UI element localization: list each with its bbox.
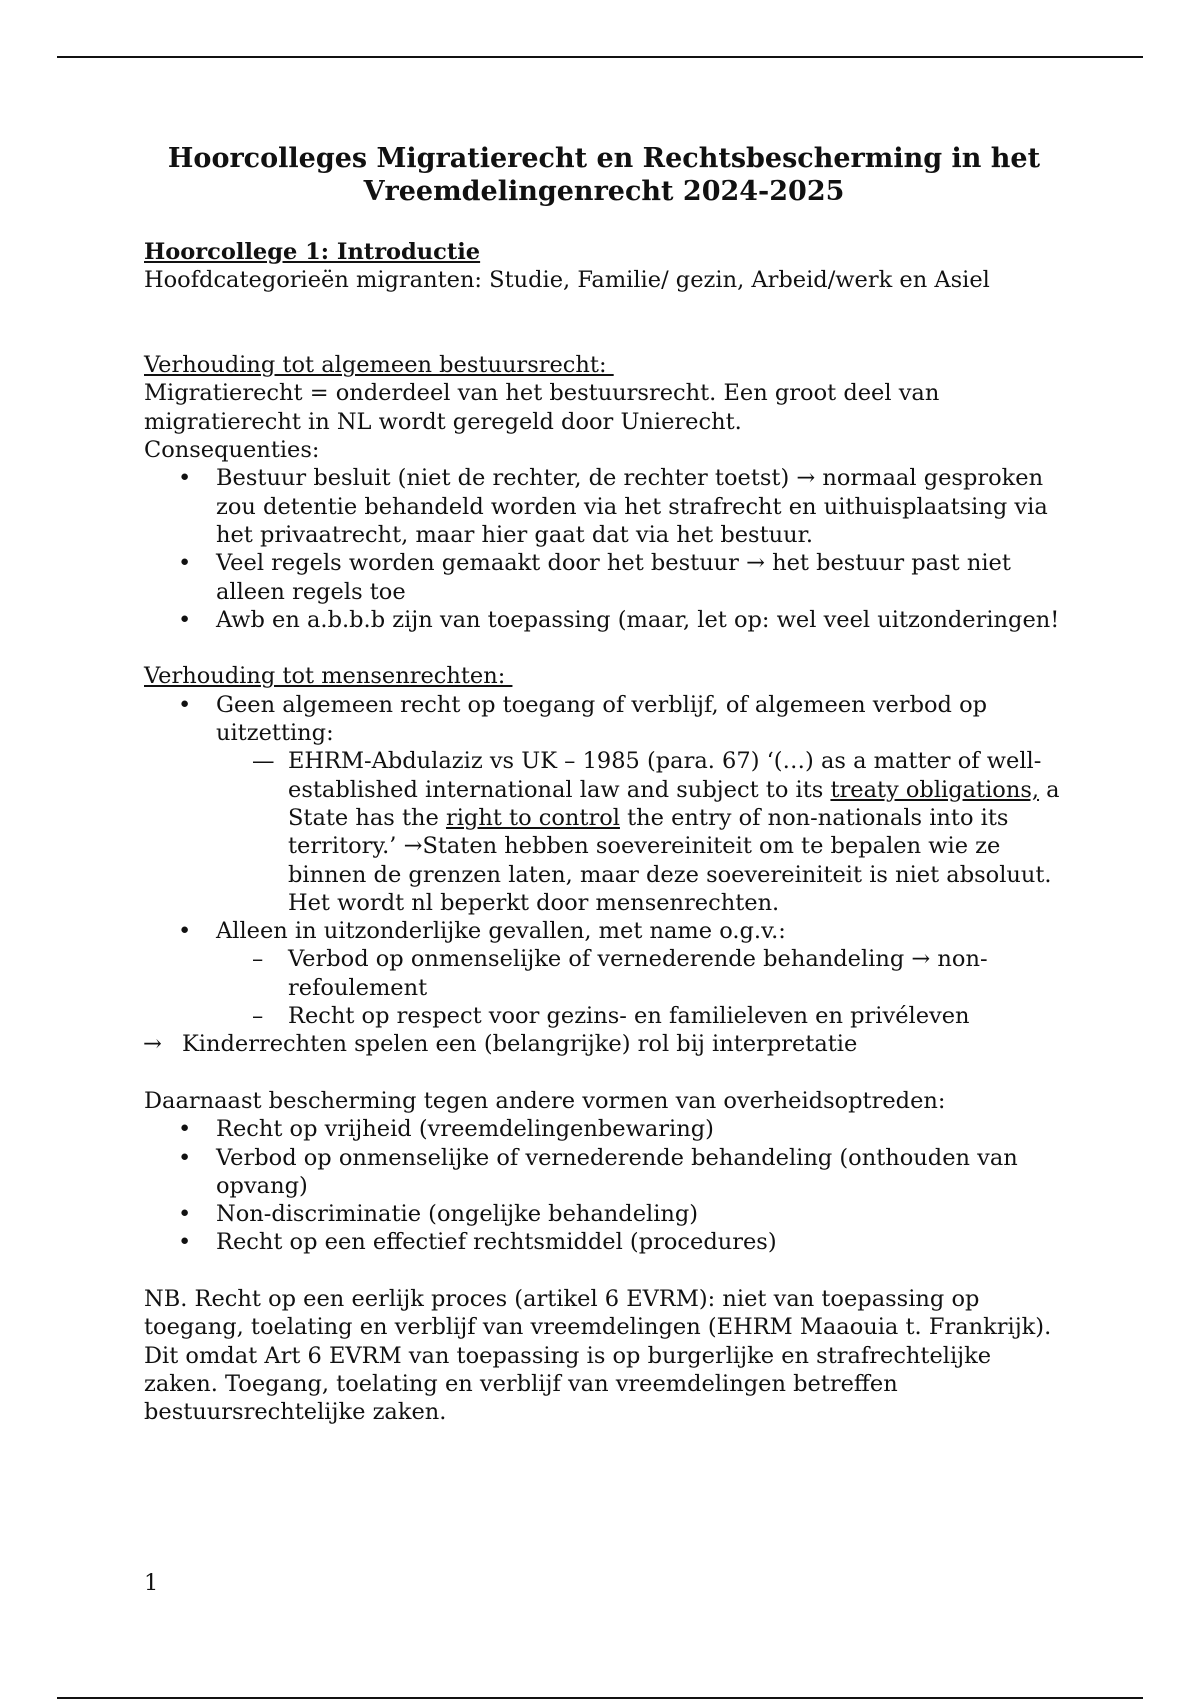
nb-paragraph: NB. Recht op een eerlijk proces (artikel 6 EVRM): niet van toepassing op toegang, toelating en verblijf van vreemdelingen (EHRM Maaouia t. Frankrijk). Dit omdat Art 6 EVRM van toepassing is op burgerlijke en strafrechtelijke zaken. Toegang, toelating en verblijf van vreemdelingen betreffen bestuursrechtelijke zaken. (144, 1285, 1052, 1426)
list-item: • Alleen in uitzonderlijke gevallen, met name o.g.v.: (144, 917, 1064, 945)
list-item: • Veel regels worden gemaakt door het bestuur → het bestuur past niet alleen regels toe (144, 549, 1064, 606)
heading-mensenrechten: Verhouding tot mensenrechten: (144, 663, 513, 690)
list-item: • Recht op vrijheid (vreemdelingenbewaring) (144, 1115, 1064, 1143)
footer-rule (57, 1697, 1143, 1699)
mensenrechten-list-1 (144, 691, 1064, 748)
title-line-1: Hoorcolleges Migratierecht en Rechtsbescherming in het (167, 143, 1041, 174)
bescherming-intro: Daarnaast bescherming tegen andere vormen van overheidsoptreden: (144, 1087, 946, 1114)
list-item: – Verbod op onmenselijke of vernederende behandeling → non-refoulement (144, 945, 1064, 1002)
list-item: • Geen algemeen recht op toegang of verblijf, of algemeen verbod op uitzetting: (144, 691, 1064, 748)
quote-list (144, 747, 1064, 917)
heading-bestuursrecht: Verhouding tot algemeen bestuursrecht: (144, 352, 614, 379)
list-item: • Non-discriminatie (ongelijke behandeling) (144, 1200, 1064, 1228)
section-heading-lecture-1: Hoorcollege 1: Introductie (144, 239, 481, 265)
abdulaziz-quote: — EHRM-Abdulaziz vs UK – 1985 (para. 67) ‘(…) as a matter of well-established international law and subject to its treaty obligations, a State has the right to control the entry of non-nationals into its territory.’ →Staten hebben soevereiniteit om te bepalen wie ze binnen de grenzen laten, maar deze soevereiniteit is niet absoluut. Het wordt nl beperkt door mensenrechten. (144, 747, 1064, 917)
quote-underline-right: right to control (445, 804, 620, 831)
document-page (144, 142, 1064, 1426)
list-item: – Recht op respect voor gezins- en familieleven en privéleven (144, 1002, 1064, 1030)
title-line-2: Vreemdelingenrecht 2024-2025 (363, 176, 845, 207)
list-item: • Verbod op onmenselijke of vernederende behandeling (onthouden van opvang) (144, 1144, 1064, 1201)
arrow-right-icon: → (143, 1031, 162, 1058)
consequences-label: Consequenties: (144, 437, 320, 464)
migrant-categories: Hoofdcategorieën migranten: Studie, Familie/ gezin, Arbeid/werk en Asiel (144, 267, 990, 294)
list-item: • Awb en a.b.b.b zijn van toepassing (maar, let op: wel veel uitzonderingen! (144, 606, 1064, 634)
exceptions-list (144, 945, 1064, 1030)
bestuursrecht-text: Migratierecht = onderdeel van het bestuursrecht. Een groot deel van migratierecht in NL wordt geregeld door Unierecht. (144, 380, 940, 435)
children-rights-note: → Kinderrechten spelen een (belangrijke) rol bij interpretatie (143, 1031, 858, 1058)
list-item: • Recht op een effectief rechtsmiddel (procedures) (144, 1228, 1064, 1256)
consequences-list (144, 464, 1064, 634)
header-rule (57, 56, 1143, 58)
mensenrechten-list-2 (144, 917, 1064, 945)
page-number: 1 (144, 1570, 159, 1596)
quote-underline-treaty: treaty obligations, (830, 776, 1040, 803)
document-title (144, 142, 1064, 208)
bescherming-list (144, 1115, 1064, 1256)
list-item: • Bestuur besluit (niet de rechter, de rechter toetst) → normaal gesproken zou detentie behandeld worden via het strafrecht en uithuisplaatsing via het privaatrecht, maar hier gaat dat via het bestuur. (144, 464, 1064, 549)
